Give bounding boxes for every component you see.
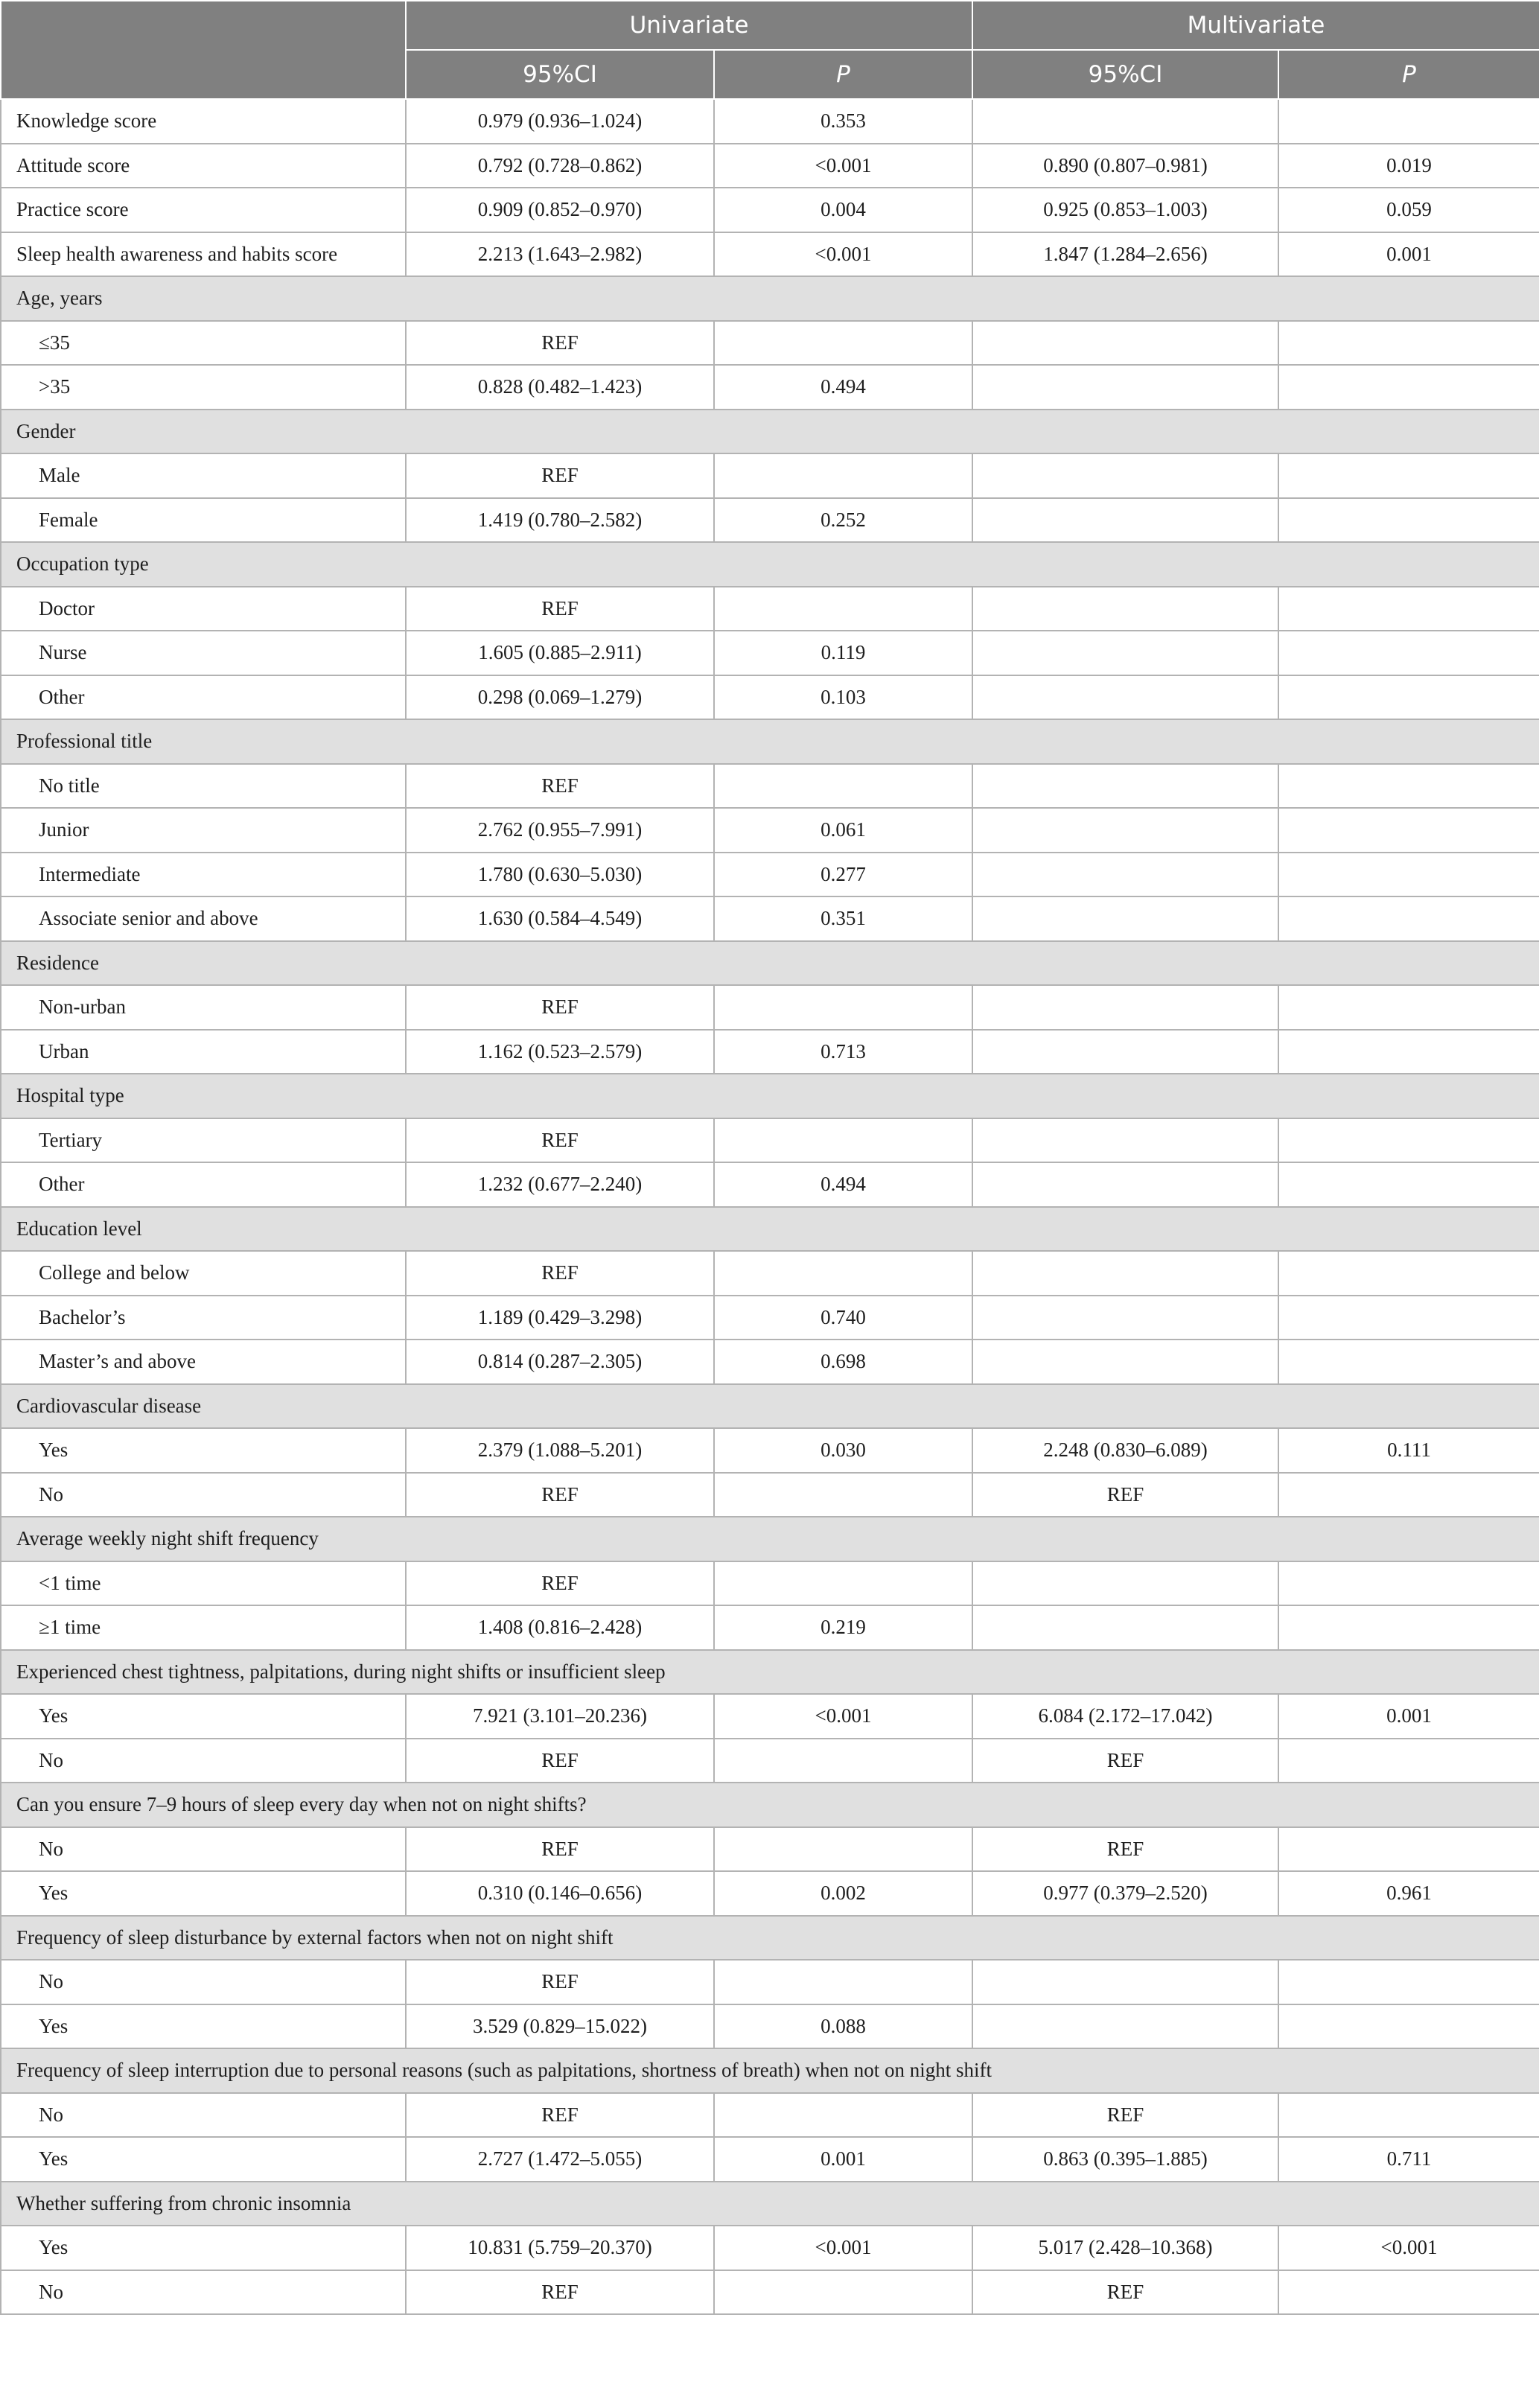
multivariate-p-header: P (1278, 50, 1539, 99)
group-header-row (1, 2048, 1539, 2093)
table-row (1, 631, 1539, 675)
multivariate-ci-cell (972, 1251, 1278, 1296)
univariate-ci-cell: REF (406, 2093, 714, 2138)
univariate-ci-cell: 7.921 (3.101–20.236) (406, 1694, 714, 1739)
univariate-ci-cell: 10.831 (5.759–20.370) (406, 2226, 714, 2270)
table-row (1, 99, 1539, 144)
row-label: No (1, 1960, 406, 2004)
univariate-ci-cell: REF (406, 1118, 714, 1163)
multivariate-ci-cell (972, 587, 1278, 631)
table-row (1, 2093, 1539, 2138)
multivariate-p-cell (1278, 1960, 1539, 2004)
table-row (1, 232, 1539, 277)
multivariate-p-cell (1278, 1827, 1539, 1872)
univariate-ci-cell: REF (406, 587, 714, 631)
multivariate-ci-cell: REF (972, 1827, 1278, 1872)
multivariate-ci-cell: 0.925 (0.853–1.003) (972, 188, 1278, 232)
univariate-ci-cell: 2.379 (1.088–5.201) (406, 1428, 714, 1473)
univariate-ci-cell: REF (406, 1251, 714, 1296)
univariate-p-cell (714, 2093, 972, 2138)
univariate-ci-cell: 2.762 (0.955–7.991) (406, 808, 714, 853)
univariate-p-cell (714, 321, 972, 366)
multivariate-p-cell: <0.001 (1278, 2226, 1539, 2270)
univariate-ci-cell: 1.162 (0.523–2.579) (406, 1030, 714, 1074)
row-label: College and below (1, 1251, 406, 1296)
multivariate-p-cell (1278, 1296, 1539, 1340)
table-row (1, 1251, 1539, 1296)
group-label: Frequency of sleep interruption due to personal reasons (such as palpitations, shortness of breath) when not on night shift (1, 2048, 1539, 2093)
row-label: No (1, 1473, 406, 1517)
multivariate-ci-cell (972, 808, 1278, 853)
univariate-p-cell: 0.252 (714, 498, 972, 543)
row-label: No (1, 1739, 406, 1783)
table-row (1, 853, 1539, 897)
multivariate-p-cell (1278, 675, 1539, 720)
row-label: >35 (1, 365, 406, 410)
row-label: Intermediate (1, 853, 406, 897)
group-header-row (1, 1074, 1539, 1118)
univariate-p-cell: 0.494 (714, 1162, 972, 1207)
univariate-p-cell (714, 2270, 972, 2315)
table-row (1, 1827, 1539, 1872)
multivariate-ci-cell (972, 1162, 1278, 1207)
table-row (1, 1428, 1539, 1473)
multivariate-p-cell (1278, 853, 1539, 897)
multivariate-ci-cell: REF (972, 1473, 1278, 1517)
multivariate-p-cell (1278, 2093, 1539, 2138)
table-row (1, 1162, 1539, 1207)
group-label: Professional title (1, 719, 1539, 764)
multivariate-p-cell: 0.019 (1278, 144, 1539, 188)
table-row (1, 1118, 1539, 1163)
multivariate-p-cell (1278, 1251, 1539, 1296)
row-label: No (1, 1827, 406, 1872)
multivariate-p-cell (1278, 587, 1539, 631)
multivariate-ci-cell (972, 764, 1278, 809)
multivariate-p-cell (1278, 1561, 1539, 1606)
row-label: No (1, 2093, 406, 2138)
univariate-p-cell (714, 1827, 972, 1872)
table-row (1, 365, 1539, 410)
multivariate-ci-cell (972, 1561, 1278, 1606)
univariate-ci-cell: 3.529 (0.829–15.022) (406, 2004, 714, 2049)
table-row (1, 896, 1539, 941)
multivariate-p-cell (1278, 1473, 1539, 1517)
row-label: ≤35 (1, 321, 406, 366)
univariate-ci-cell: 0.828 (0.482–1.423) (406, 365, 714, 410)
multivariate-p-cell (1278, 896, 1539, 941)
univariate-ci-cell: REF (406, 985, 714, 1030)
univariate-p-cell: 0.698 (714, 1340, 972, 1384)
univariate-ci-cell: REF (406, 1561, 714, 1606)
univariate-p-cell: 0.061 (714, 808, 972, 853)
table-row (1, 808, 1539, 853)
univariate-p-cell: 0.103 (714, 675, 972, 720)
univariate-p-cell: 0.277 (714, 853, 972, 897)
univariate-ci-cell: 1.780 (0.630–5.030) (406, 853, 714, 897)
row-label: Tertiary (1, 1118, 406, 1163)
multivariate-p-cell: 0.111 (1278, 1428, 1539, 1473)
univariate-p-cell: 0.713 (714, 1030, 972, 1074)
row-label: Non-urban (1, 985, 406, 1030)
group-label: Age, years (1, 276, 1539, 321)
header-row-groups (1, 1, 1539, 50)
table-row (1, 587, 1539, 631)
group-label: Residence (1, 941, 1539, 986)
univariate-p-cell (714, 1251, 972, 1296)
table-row (1, 1340, 1539, 1384)
multivariate-ci-cell: 6.084 (2.172–17.042) (972, 1694, 1278, 1739)
multivariate-p-cell (1278, 453, 1539, 498)
univariate-ci-cell: 0.310 (0.146–0.656) (406, 1871, 714, 1916)
table-row (1, 675, 1539, 720)
multivariate-ci-cell (972, 853, 1278, 897)
table-row (1, 2137, 1539, 2182)
table-header (1, 1, 1539, 99)
table-row (1, 1473, 1539, 1517)
multivariate-ci-cell (972, 1118, 1278, 1163)
multivariate-p-cell: 0.001 (1278, 1694, 1539, 1739)
univariate-p-cell: 0.494 (714, 365, 972, 410)
univariate-ci-cell: 1.408 (0.816–2.428) (406, 1605, 714, 1650)
univariate-p-cell: 0.351 (714, 896, 972, 941)
row-label: Male (1, 453, 406, 498)
row-label: ≥1 time (1, 1605, 406, 1650)
multivariate-ci-cell: 0.863 (0.395–1.885) (972, 2137, 1278, 2182)
univariate-p-cell (714, 1561, 972, 1606)
group-label: Frequency of sleep disturbance by external factors when not on night shift (1, 1916, 1539, 1961)
group-header-row (1, 2182, 1539, 2226)
univariate-p-cell: <0.001 (714, 1694, 972, 1739)
group-header-row (1, 542, 1539, 587)
multivariate-ci-cell: 1.847 (1.284–2.656) (972, 232, 1278, 277)
table-row (1, 1561, 1539, 1606)
row-label: Yes (1, 2137, 406, 2182)
multivariate-ci-cell: 2.248 (0.830–6.089) (972, 1428, 1278, 1473)
row-label: Nurse (1, 631, 406, 675)
group-header-row (1, 719, 1539, 764)
row-label: Yes (1, 1428, 406, 1473)
multivariate-p-cell (1278, 631, 1539, 675)
univariate-ci-header: 95%CI (406, 50, 714, 99)
table-row (1, 1030, 1539, 1074)
univariate-p-header: P (714, 50, 972, 99)
row-label: Yes (1, 2226, 406, 2270)
multivariate-ci-cell: REF (972, 1739, 1278, 1783)
group-label: Occupation type (1, 542, 1539, 587)
multivariate-p-cell (1278, 985, 1539, 1030)
multivariate-ci-cell (972, 1605, 1278, 1650)
group-header-row (1, 1916, 1539, 1961)
group-label: Hospital type (1, 1074, 1539, 1118)
multivariate-ci-cell (972, 321, 1278, 366)
univariate-p-cell: <0.001 (714, 2226, 972, 2270)
table-body (1, 99, 1539, 2314)
multivariate-ci-cell (972, 1296, 1278, 1340)
univariate-ci-cell: 0.298 (0.069–1.279) (406, 675, 714, 720)
row-label: Female (1, 498, 406, 543)
row-label: Other (1, 675, 406, 720)
table-row (1, 1739, 1539, 1783)
univariate-p-cell (714, 1118, 972, 1163)
multivariate-p-cell (1278, 764, 1539, 809)
multivariate-p-cell (1278, 99, 1539, 144)
row-label: Bachelor’s (1, 1296, 406, 1340)
univariate-p-cell (714, 453, 972, 498)
multivariate-p-cell (1278, 2270, 1539, 2315)
univariate-ci-cell: REF (406, 1960, 714, 2004)
row-label: No (1, 2270, 406, 2315)
univariate-ci-cell: REF (406, 1473, 714, 1517)
multivariate-ci-cell (972, 498, 1278, 543)
multivariate-p-cell (1278, 808, 1539, 853)
univariate-p-cell (714, 1473, 972, 1517)
multivariate-ci-cell (972, 99, 1278, 144)
univariate-p-cell: 0.353 (714, 99, 972, 144)
table-row (1, 498, 1539, 543)
table-row (1, 1694, 1539, 1739)
group-header-row (1, 410, 1539, 454)
multivariate-ci-cell (972, 453, 1278, 498)
group-header-row (1, 1384, 1539, 1429)
multivariate-p-cell (1278, 365, 1539, 410)
table-row (1, 1605, 1539, 1650)
row-label: Practice score (1, 188, 406, 232)
univariate-ci-cell: REF (406, 321, 714, 366)
univariate-ci-cell: 1.630 (0.584–4.549) (406, 896, 714, 941)
multivariate-ci-cell (972, 1960, 1278, 2004)
univariate-ci-cell: 1.419 (0.780–2.582) (406, 498, 714, 543)
group-label: Can you ensure 7–9 hours of sleep every day when not on night shifts? (1, 1783, 1539, 1827)
univariate-p-cell: <0.001 (714, 144, 972, 188)
univariate-p-cell: 0.004 (714, 188, 972, 232)
group-header-row (1, 1517, 1539, 1561)
row-label: Yes (1, 2004, 406, 2049)
multivariate-p-cell (1278, 2004, 1539, 2049)
multivariate-ci-cell (972, 631, 1278, 675)
univariate-p-cell: 0.219 (714, 1605, 972, 1650)
multivariate-ci-cell (972, 1030, 1278, 1074)
multivariate-ci-cell: 5.017 (2.428–10.368) (972, 2226, 1278, 2270)
multivariate-p-cell (1278, 1118, 1539, 1163)
multivariate-p-cell: 0.961 (1278, 1871, 1539, 1916)
univariate-ci-cell: 0.909 (0.852–0.970) (406, 188, 714, 232)
univariate-ci-cell: 1.189 (0.429–3.298) (406, 1296, 714, 1340)
group-header-row (1, 1207, 1539, 1252)
table-row (1, 764, 1539, 809)
multivariate-ci-cell (972, 675, 1278, 720)
table-row (1, 2004, 1539, 2049)
univariate-p-cell: 0.119 (714, 631, 972, 675)
univariate-ci-cell: 0.979 (0.936–1.024) (406, 99, 714, 144)
multivariate-p-cell (1278, 498, 1539, 543)
row-label: No title (1, 764, 406, 809)
univariate-p-cell (714, 985, 972, 1030)
univariate-ci-cell: 1.232 (0.677–2.240) (406, 1162, 714, 1207)
row-label: Master’s and above (1, 1340, 406, 1384)
group-label: Gender (1, 410, 1539, 454)
univariate-p-cell (714, 764, 972, 809)
univariate-p-cell: 0.088 (714, 2004, 972, 2049)
multivariate-p-cell (1278, 1340, 1539, 1384)
table-row (1, 2270, 1539, 2315)
group-label: Education level (1, 1207, 1539, 1252)
multivariate-header: Multivariate (972, 1, 1539, 50)
univariate-p-cell (714, 1960, 972, 2004)
univariate-ci-cell: 0.792 (0.728–0.862) (406, 144, 714, 188)
table-row (1, 321, 1539, 366)
group-header-row (1, 1650, 1539, 1695)
multivariate-p-cell (1278, 1739, 1539, 1783)
univariate-p-cell: 0.002 (714, 1871, 972, 1916)
multivariate-p-cell (1278, 1030, 1539, 1074)
table-row (1, 188, 1539, 232)
table-row (1, 1871, 1539, 1916)
variable-header-cell (1, 1, 406, 99)
row-label: Yes (1, 1871, 406, 1916)
table-row (1, 1960, 1539, 2004)
multivariate-ci-cell (972, 985, 1278, 1030)
row-label: Yes (1, 1694, 406, 1739)
univariate-ci-cell: REF (406, 453, 714, 498)
row-label: Attitude score (1, 144, 406, 188)
multivariate-ci-cell (972, 1340, 1278, 1384)
multivariate-ci-cell (972, 2004, 1278, 2049)
group-label: Average weekly night shift frequency (1, 1517, 1539, 1561)
table-row (1, 985, 1539, 1030)
row-label: <1 time (1, 1561, 406, 1606)
univariate-header: Univariate (406, 1, 972, 50)
multivariate-ci-cell (972, 365, 1278, 410)
univariate-ci-cell: 1.605 (0.885–2.911) (406, 631, 714, 675)
table-row (1, 453, 1539, 498)
univariate-p-cell (714, 1739, 972, 1783)
univariate-ci-cell: REF (406, 1827, 714, 1872)
multivariate-p-cell (1278, 1162, 1539, 1207)
multivariate-ci-cell: REF (972, 2270, 1278, 2315)
univariate-p-cell: 0.030 (714, 1428, 972, 1473)
group-header-row (1, 941, 1539, 986)
univariate-p-cell: <0.001 (714, 232, 972, 277)
univariate-ci-cell: 2.213 (1.643–2.982) (406, 232, 714, 277)
group-label: Experienced chest tightness, palpitations, during night shifts or insufficient sleep (1, 1650, 1539, 1695)
multivariate-p-cell: 0.001 (1278, 232, 1539, 277)
multivariate-ci-cell: 0.890 (0.807–0.981) (972, 144, 1278, 188)
row-label: Associate senior and above (1, 896, 406, 941)
row-label: Doctor (1, 587, 406, 631)
group-label: Whether suffering from chronic insomnia (1, 2182, 1539, 2226)
table-row (1, 144, 1539, 188)
univariate-ci-cell: REF (406, 2270, 714, 2315)
row-label: Other (1, 1162, 406, 1207)
multivariate-p-cell: 0.711 (1278, 2137, 1539, 2182)
multivariate-p-cell (1278, 1605, 1539, 1650)
univariate-p-cell (714, 587, 972, 631)
group-header-row (1, 1783, 1539, 1827)
multivariate-ci-header: 95%CI (972, 50, 1278, 99)
table-row (1, 2226, 1539, 2270)
multivariate-ci-cell: 0.977 (0.379–2.520) (972, 1871, 1278, 1916)
table-row (1, 1296, 1539, 1340)
univariate-p-cell: 0.001 (714, 2137, 972, 2182)
group-header-row (1, 276, 1539, 321)
row-label: Knowledge score (1, 99, 406, 144)
univariate-p-cell: 0.740 (714, 1296, 972, 1340)
row-label: Junior (1, 808, 406, 853)
multivariate-p-cell: 0.059 (1278, 188, 1539, 232)
univariate-ci-cell: REF (406, 1739, 714, 1783)
multivariate-ci-cell: REF (972, 2093, 1278, 2138)
multivariate-p-cell (1278, 321, 1539, 366)
multivariate-ci-cell (972, 896, 1278, 941)
row-label: Urban (1, 1030, 406, 1074)
univariate-ci-cell: 0.814 (0.287–2.305) (406, 1340, 714, 1384)
group-label: Cardiovascular disease (1, 1384, 1539, 1429)
univariate-ci-cell: REF (406, 764, 714, 809)
univariate-ci-cell: 2.727 (1.472–5.055) (406, 2137, 714, 2182)
row-label: Sleep health awareness and habits score (1, 232, 406, 277)
